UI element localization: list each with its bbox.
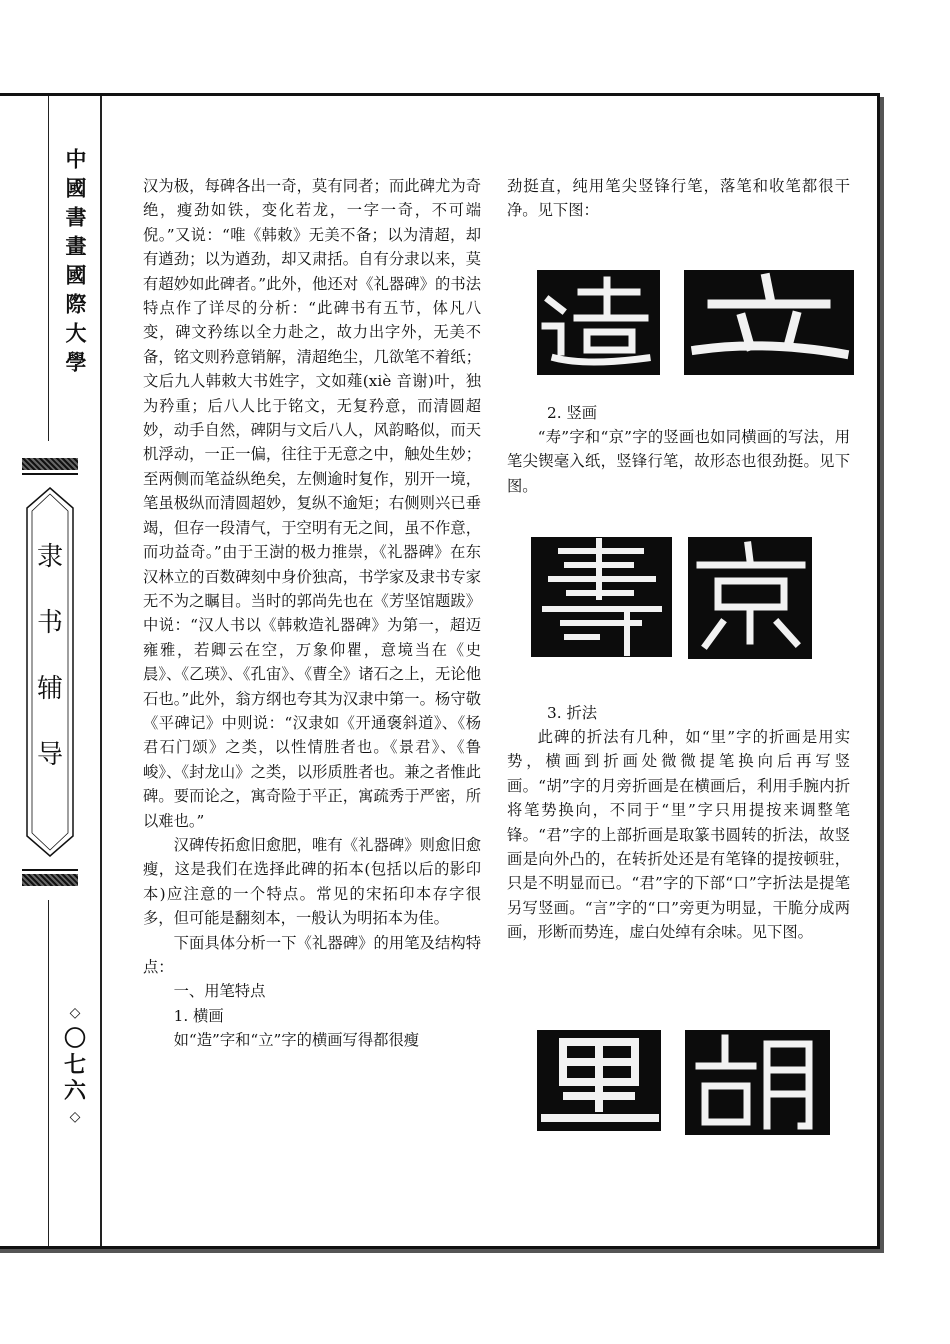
svg-text:寿: 寿 — [532, 655, 533, 656]
left-column — [143, 174, 481, 1053]
banner-hatch-top — [22, 458, 78, 470]
rubbing-hu — [685, 1030, 830, 1135]
svg-text:里: 里 — [538, 1129, 539, 1130]
series-title: 中國書畫國際大學 — [63, 148, 88, 380]
frame-shadow-right — [880, 97, 884, 1253]
page-number: ◇ 〇 七 六 ◇ — [63, 1005, 86, 1125]
rubbing-li-inside — [537, 1030, 661, 1131]
subsection-heading: 1. 横画 — [173, 1006, 224, 1025]
banner-title: 隶 书 辅 导 — [36, 542, 63, 770]
rubbing-jing — [688, 537, 812, 659]
sidebar-rule-bottom — [48, 900, 49, 1246]
section-heading: 一、用笔特点 — [173, 982, 266, 1001]
heading-vertical-stroke: 2. 竖画 — [547, 404, 598, 422]
paragraph: 汉为极，每碑各出一奇，莫有同者；而此碑尤为奇绝，瘦劲如铁，变化若龙，一字一奇，不可端倪。”又说：“唯《韩敕》无美不备；以为清超，却有遒劲；以为遒劲，却又肃括。自有分隶以来，莫有超妙如此碑者。”此外，他还对《礼器碑》的书法特点作了详尽的分析：“此碑书有五节，体凡八变，碑文矜练以全力赴之，故力出字外，无美不备，铭文则矜意销解，清超绝尘，几欲笔不着纸；文后九人韩敕大书姓字，文如薤(xiè 音谢)叶，独为矜重；后八人比于铭文，无复矜意，而清圆超妙，动手自然，碑阴与文后八人，风韵略似，而天机浮动，一正一偏，往往于无意之中，触处生妙；至两侧而笔益纵绝矣，左侧逾时复作，别开一境，笔虽极纵而清圆超妙，复纵不逾矩；右侧则兴已垂竭，但存一段清气，于空明有无之间，虽不作意，而功益奇。”由于王澍的极力推崇，《礼器碑》在东汉林立的百数碑刻中身价独高，书学家及隶书专家无不为之瞩目。当时的郭尚先也在《芳坚馆题跋》中说：“汉人书以《韩敕造礼器碑》为第一，超迈雍雅，若卿云在空，万象仰瞿，意境当在《史晨》、《乙瑛》、《孔宙》、《曹全》诸石之上，无论他石也。”此外，翁方纲也夸其为汉隶中第一。杨守敬《平碑记》中则说：“汉隶如《开通褒斜道》、《杨君石门颂》之类，以性情胜者也。《景君》、《鲁峻》、《封龙山》之类，以形质胜者也。兼之者惟此碑。要而论之，寓奇险于平正，寓疏秀于严密，所以难也。” — [143, 177, 481, 830]
sidebar-divider — [100, 96, 102, 1246]
svg-text:立: 立 — [685, 370, 686, 371]
svg-text:京: 京 — [689, 657, 690, 658]
chapter-banner — [22, 458, 78, 886]
rubbing-zao — [537, 270, 660, 375]
heading-turn-stroke: 3. 折法 — [547, 704, 598, 722]
paragraph: 汉碑传拓愈旧愈肥，唯有《礼器碑》则愈旧愈瘦，这是我们在选择此碑的拓本(包括以后的影印本)应注意的一个特点。常见的宋拓印本存字很多，但可能是翻刻本，一般认为明拓本为佳。 — [143, 835, 481, 928]
frame-shadow-bottom — [0, 1249, 884, 1253]
rubbing-shou — [531, 537, 672, 657]
paragraph: 如“造”字和“立”字的横画写得都很瘦 — [173, 1031, 420, 1050]
right-col-para3: 此碑的折法有几种，如“里”字的折画是用实势，横画到折画处微微提笔换向后再写竖画。“胡”字的月旁折画是在横画后，利用手腕内折将笔势换向，不同于“里”字只用提按来调整笔锋。“君”字的上部折画是取篆书圆转的折法，故竖画是向外凸的，在转折处还是有笔锋的提按顿驻，只是不明显而已。“君”字的下部“口”字折法是提笔另写竖画。“言”字的“口”旁更为明显，干脆分成两画，形断而势连，虚白处绰有余味。见下图。 — [507, 728, 850, 942]
banner-hatch-bottom — [22, 874, 78, 886]
rubbing-li — [684, 270, 854, 375]
right-col-para2: “寿”字和“京”字的竖画也如同横画的写法，用笔尖锲毫入纸，竖锋行笔，故形态也很劲挺。见下图。 — [507, 428, 850, 495]
svg-text:胡: 胡 — [686, 1133, 687, 1134]
sidebar-rule-top — [48, 96, 49, 441]
paragraph: 下面具体分析一下《礼器碑》的用笔及结构特点： — [143, 933, 481, 976]
svg-text:造: 造 — [598, 370, 599, 371]
right-col-para1: 劲挺直，纯用笔尖竖锋行笔，落笔和收笔都很干净。见下图： — [507, 177, 850, 220]
